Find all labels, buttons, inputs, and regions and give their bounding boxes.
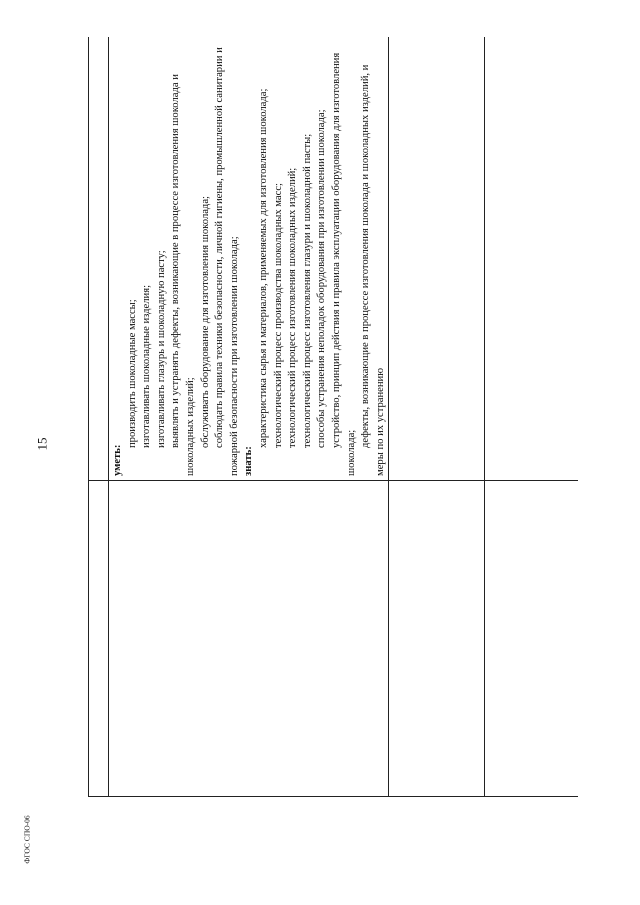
skill-item: производить шоколадные массы; bbox=[126, 299, 138, 448]
competency-table bbox=[88, 37, 578, 797]
table-cell-content bbox=[109, 37, 389, 481]
table-row bbox=[89, 37, 109, 797]
skill-item: выявлять и устранять дефекты, возникающие в процессе изготовления шоколада и шоколадных изделий; bbox=[170, 74, 196, 476]
knowledge-item: характеристика сырья и материалов, применяемых для изготовления шоколада; bbox=[257, 88, 269, 448]
table-row bbox=[109, 37, 389, 797]
skills-heading: уметь: bbox=[112, 444, 123, 476]
knowledge-item: способы устранения неполадок оборудования при изготовлении шоколада; bbox=[316, 109, 328, 448]
knowledge-item: дефекты, возникающие в процессе изготовления шоколада и шоколадных изделий, и меры по их устранению bbox=[360, 64, 386, 476]
competency-table-frame bbox=[88, 37, 578, 797]
table-cell-content bbox=[89, 37, 109, 481]
table-cell-code bbox=[485, 481, 578, 797]
table-cell-code bbox=[109, 481, 389, 797]
table-row bbox=[389, 37, 485, 797]
table-row bbox=[485, 37, 578, 797]
skills-knowledge-text bbox=[109, 37, 388, 480]
table-cell-content bbox=[485, 37, 578, 481]
skill-item: изготавливать шоколадные изделия; bbox=[141, 284, 153, 448]
table-cell-code bbox=[89, 481, 109, 797]
table-cell-code bbox=[389, 481, 485, 797]
footer-standard-label: ФГОС СПО-06 bbox=[22, 815, 32, 864]
competency-table-rotated bbox=[88, 37, 578, 797]
knowledge-item: технологический процесс производства шоколадных масс; bbox=[272, 183, 284, 448]
knowledge-item: технологический процесс изготовления глазури и шоколадной пасты; bbox=[301, 133, 313, 448]
knowledge-item: технологический процесс изготовления шоколадных изделий; bbox=[287, 167, 299, 448]
skill-item: изготавливать глазурь и шоколадную пасту; bbox=[155, 250, 167, 448]
page-number: 15 bbox=[34, 437, 50, 451]
table-cell-content bbox=[389, 37, 485, 481]
knowledge-heading: знать: bbox=[243, 446, 255, 476]
skill-item: обслуживать оборудование для изготовления шоколада; bbox=[199, 196, 211, 448]
skill-item: соблюдать правила техники безопасности, личной гигиены, промышленной санитарии и пожарной безопасности при изготовлении шоколада; bbox=[214, 47, 240, 476]
knowledge-item: устройство, принцип действия и правила эксплуатации оборудования для изготовления шоколада; bbox=[330, 52, 357, 476]
